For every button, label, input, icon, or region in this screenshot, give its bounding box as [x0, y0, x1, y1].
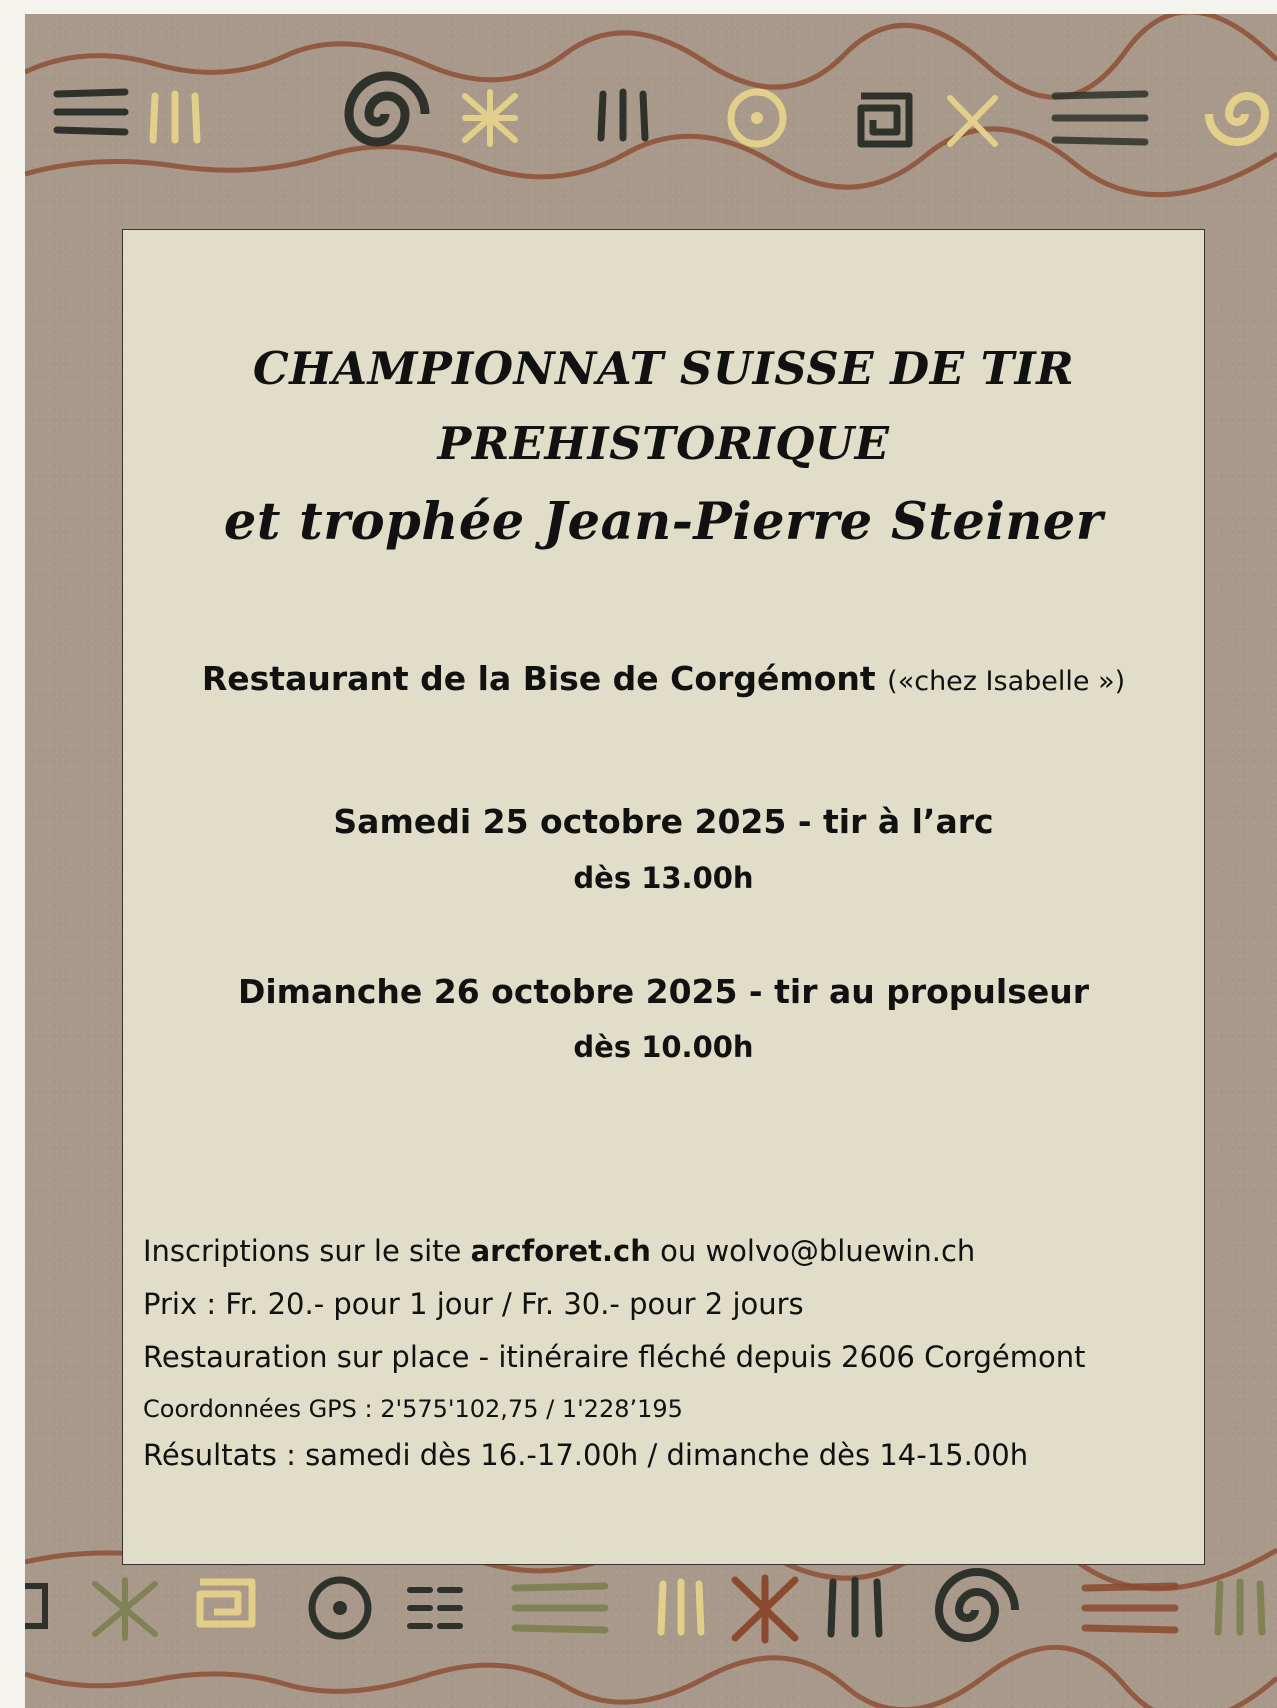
catering-info: Restauration sur place - itinéraire fléché depuis 2606 Corgémont	[143, 1340, 1086, 1374]
gps-info: Coordonnées GPS : 2'575'102,75 / 1'228’195	[143, 1395, 683, 1423]
decorative-border-bottom	[25, 1544, 1277, 1708]
circle-dot-dark-icon	[312, 1580, 368, 1636]
poster-background	[25, 14, 1277, 1708]
decorative-border-top	[25, 14, 1277, 204]
venue-name: Restaurant de la Bise de Corgémont	[201, 659, 876, 698]
event-sunday-time: dès 10.00h	[573, 1030, 754, 1064]
venue-nickname: («chez Isabelle »)	[887, 666, 1126, 697]
tally-gold-icon-bottom	[661, 1582, 701, 1632]
dashes-dark-icon	[410, 1590, 460, 1626]
event-saturday-day: Samedi 25 octobre 2025 - tir à l’arc	[333, 802, 994, 841]
spiral-dark-icon	[349, 76, 425, 142]
results-info: Résultats : samedi dès 16.-17.00h / dimanche dès 14-15.00h	[143, 1438, 1029, 1472]
sunburst-olive-icon	[95, 1580, 155, 1638]
tally-olive-icon	[1218, 1582, 1262, 1632]
registration-prefix: Inscriptions sur le site	[143, 1234, 471, 1268]
tally-dark-icon-bottom	[831, 1580, 879, 1634]
cross-ochre-icon	[735, 1578, 795, 1640]
registration-info	[143, 1234, 975, 1268]
event-saturday-time: dès 13.00h	[573, 861, 754, 895]
spiral-gold-icon	[1209, 96, 1265, 142]
title-line-2: PREHISTORIQUE	[437, 417, 890, 470]
tally-gold-icon	[153, 94, 197, 140]
registration-email: ou wolvo@bluewin.ch	[650, 1234, 976, 1268]
venue	[123, 659, 1204, 698]
title-line-3: et trophée Jean-Pierre Steiner	[223, 492, 1104, 552]
triple-lines-olive-icon	[515, 1586, 605, 1630]
circle-dot-gold-icon	[731, 92, 783, 144]
triple-lines-dark-icon	[1055, 94, 1145, 142]
triple-lines-icon	[57, 92, 125, 132]
price-info: Prix : Fr. 20.- pour 1 jour / Fr. 30.- pour 2 jours	[143, 1287, 804, 1321]
spiral-dark-icon-bottom	[939, 1572, 1015, 1638]
cross-gold-icon	[950, 98, 995, 144]
registration-site-link[interactable]: arcforet.ch	[470, 1234, 651, 1268]
sunburst-gold-icon	[465, 92, 515, 144]
square-spiral-dark-icon-bottom	[25, 1586, 45, 1626]
square-spiral-gold-icon	[200, 1582, 252, 1624]
title-line-1: CHAMPIONNAT SUISSE DE TIR	[252, 342, 1075, 395]
triple-lines-ochre-icon	[1085, 1586, 1175, 1630]
announcement-panel	[122, 229, 1205, 1565]
square-spiral-dark-icon	[861, 96, 909, 144]
event-sunday-day: Dimanche 26 octobre 2025 - tir au propulseur	[237, 972, 1090, 1011]
tally-dark-icon	[601, 92, 645, 138]
wavy-line-bottom-2	[25, 1647, 1277, 1708]
wavy-line-top-1	[25, 14, 1277, 97]
